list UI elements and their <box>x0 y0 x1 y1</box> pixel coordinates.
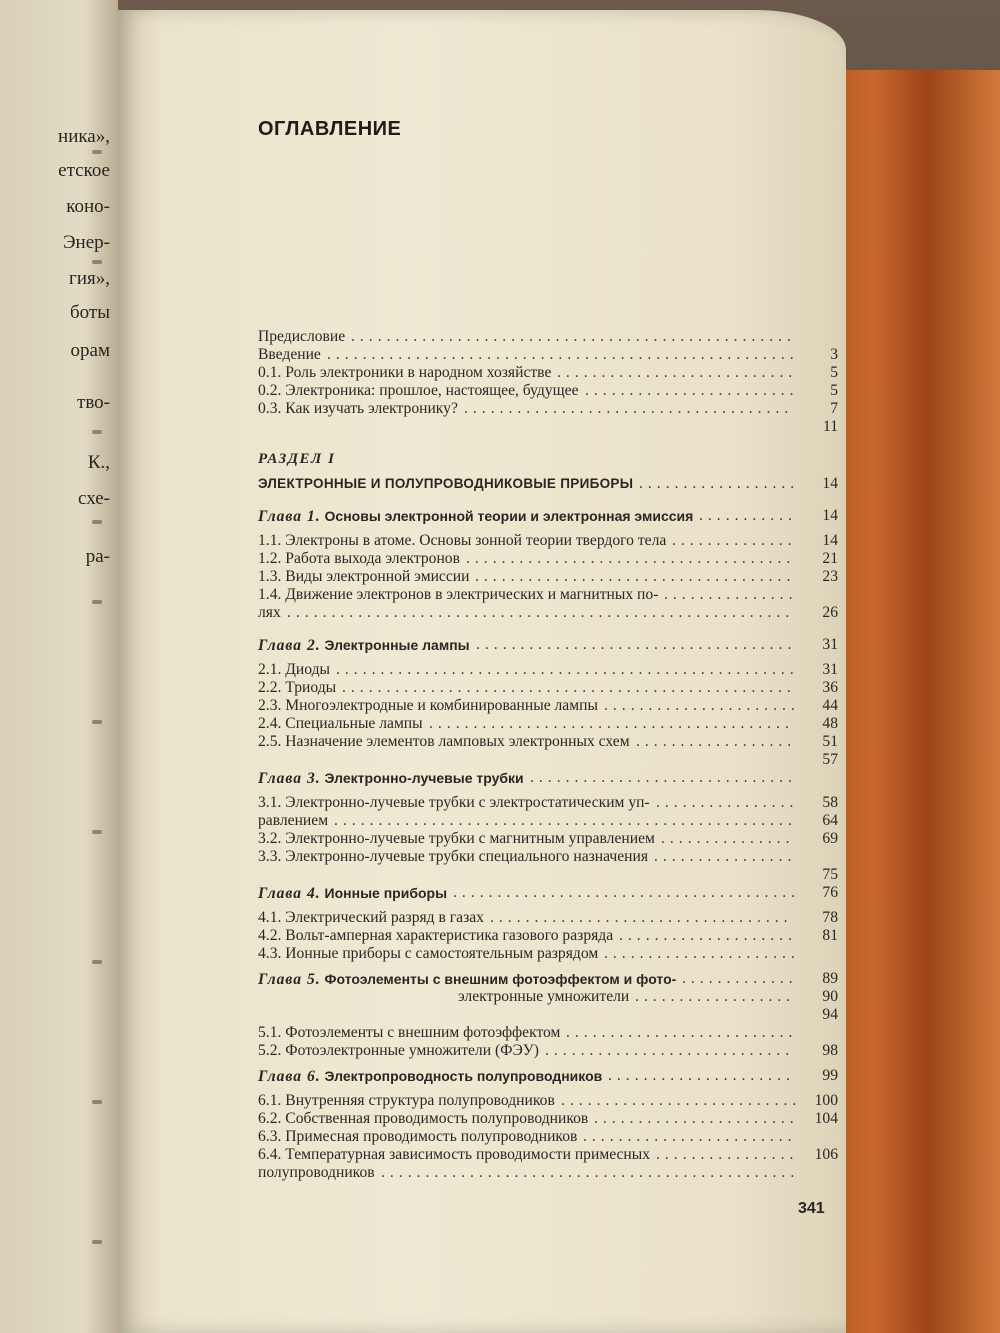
chapter-title: Ионные приборы <box>324 885 448 901</box>
toc-row <box>258 1006 838 1024</box>
toc-page-number: 98 <box>822 1042 838 1059</box>
left-page-text-fragment: Энер- <box>63 232 110 253</box>
toc-entry-text: 6.4. Температурная зависимость проводимости примесных <box>258 1146 651 1163</box>
right-page <box>118 10 846 1333</box>
toc-row <box>258 418 838 436</box>
dot-leader: ..................... <box>608 1067 795 1084</box>
toc-entry-text <box>258 769 524 788</box>
toc-entry-text: равлением <box>258 812 329 829</box>
dot-leader: .................................................... <box>336 661 799 678</box>
section-label: РАЗДЕЛ I <box>258 451 336 467</box>
toc-entry-text: Предисловие <box>258 328 346 345</box>
chapter-label: Глава 3. <box>258 770 321 787</box>
dot-leader: .............................. <box>530 769 797 786</box>
toc-page-number: 64 <box>822 812 838 829</box>
toc-row <box>258 661 838 679</box>
toc-row <box>258 328 838 346</box>
toc-entry-text: 2.4. Специальные лампы <box>258 715 423 732</box>
dot-leader: .................................................. <box>351 328 796 345</box>
toc-page-number: 51 <box>822 733 838 750</box>
toc-page-number: 106 <box>814 1146 838 1163</box>
toc-entry-text: 4.3. Ионные приборы с самостоятельным разрядом <box>258 945 599 962</box>
left-page-text-fragment: гия», <box>69 268 110 289</box>
dot-leader: .................. <box>636 733 797 750</box>
toc-row <box>258 507 838 525</box>
toc-row <box>258 988 838 1006</box>
toc-row <box>258 1024 838 1042</box>
dot-leader: ...................... <box>604 697 800 714</box>
toc-row <box>258 697 838 715</box>
toc-row <box>258 769 838 787</box>
left-page <box>0 0 118 1333</box>
toc-row <box>258 1146 838 1164</box>
binding-stitch <box>92 520 102 524</box>
toc-page-number: 21 <box>822 550 838 567</box>
dot-leader: ............................ <box>545 1042 795 1059</box>
toc-page-number: 14 <box>822 532 838 549</box>
dot-leader: ..................................................... <box>327 346 799 363</box>
toc-page-number: 69 <box>822 830 838 847</box>
toc-row <box>258 550 838 568</box>
dot-leader: ......................................................... <box>287 604 795 621</box>
dot-leader: ........................ <box>585 382 799 399</box>
toc-row <box>258 450 838 468</box>
toc-row <box>258 346 838 364</box>
spacer <box>258 622 838 636</box>
dot-leader: ........................ <box>583 1128 797 1145</box>
toc-row <box>258 364 838 382</box>
toc-entry-text: 3.1. Электронно-лучевые трубки с электростатическим уп- <box>258 794 650 811</box>
left-page-text-fragment: боты <box>70 302 110 323</box>
toc-entry-text: 6.2. Собственная проводимость полупроводников <box>258 1110 589 1127</box>
chapter-label: Глава 2. <box>258 637 321 654</box>
toc-row <box>258 1128 838 1146</box>
toc-row <box>258 1110 838 1128</box>
toc-page-number: 31 <box>822 661 838 678</box>
toc-row <box>258 794 838 812</box>
spacer <box>258 654 838 661</box>
toc-entry-text <box>258 507 693 526</box>
toc-entry-text: 1.1. Электроны в атоме. Основы зонной теории твердого тела <box>258 532 667 549</box>
toc-page-number: 90 <box>822 988 838 1005</box>
spacer <box>258 493 838 507</box>
toc-page-number: 76 <box>822 884 838 901</box>
toc-entry-text: 4.2. Вольт-амперная характеристика газового разряда <box>258 927 614 944</box>
toc-entry-text: 1.3. Виды электронной эмиссии <box>258 568 470 585</box>
dot-leader: ........................... <box>561 1092 802 1109</box>
dot-leader: ................ <box>654 848 797 865</box>
toc-page-number: 94 <box>822 1006 838 1023</box>
dot-leader: ...................... <box>604 945 800 962</box>
spacer <box>258 525 838 532</box>
section-title: ЭЛЕКТРОННЫЕ И ПОЛУПРОВОДНИКОВЫЕ ПРИБОРЫ <box>258 476 634 491</box>
dot-leader: ....................... <box>594 1110 799 1127</box>
toc-page-number: 48 <box>822 715 838 732</box>
toc-page-number: 44 <box>822 697 838 714</box>
toc-row <box>258 866 838 884</box>
chapter-title: Основы электронной теории и электронная эмиссия <box>324 508 694 524</box>
dot-leader: ................ <box>656 1146 799 1163</box>
left-page-text-fragment: ника», <box>58 126 110 147</box>
binding-stitch <box>92 960 102 964</box>
book-cover <box>820 70 1000 1333</box>
toc-row <box>258 586 838 604</box>
toc-row <box>258 604 838 622</box>
spacer <box>258 1085 838 1092</box>
left-page-text-fragment: тво- <box>77 392 110 413</box>
dot-leader: .................................... <box>475 568 796 585</box>
toc-entry-text: 2.2. Триоды <box>258 679 337 696</box>
toc-page-number: 75 <box>822 866 838 883</box>
toc-page-number: 81 <box>822 927 838 944</box>
toc-entry-text: 0.2. Электроника: прошлое, настоящее, будущее <box>258 382 579 399</box>
toc-row <box>258 848 838 866</box>
dot-leader: ..................................... <box>466 550 796 567</box>
toc-row <box>258 400 838 418</box>
toc-entry-text <box>258 970 676 989</box>
toc-page-number: 57 <box>822 751 838 768</box>
toc-row <box>258 1092 838 1110</box>
toc-row <box>258 812 838 830</box>
dot-leader: ......................................... <box>429 715 794 732</box>
toc-entry-text: 5.2. Фотоэлектронные умножители (ФЭУ) <box>258 1042 539 1059</box>
dot-leader: ............................................... <box>381 1164 800 1181</box>
binding-stitch <box>92 720 102 724</box>
toc-page-number: 100 <box>814 1092 838 1109</box>
toc-page-number: 104 <box>814 1110 838 1127</box>
dot-leader: ........................... <box>557 364 798 381</box>
dot-leader: ............... <box>664 586 798 603</box>
binding-stitch <box>92 600 102 604</box>
left-page-text-fragment: етское <box>58 160 110 181</box>
dot-leader: ....................................... <box>453 884 801 901</box>
spacer <box>258 468 838 475</box>
chapter-label: Глава 5. <box>258 971 321 988</box>
toc-entry-text: 6.3. Примесная проводимость полупроводников <box>258 1128 578 1145</box>
toc-entry-text <box>258 636 470 655</box>
dot-leader: .................................................... <box>334 812 797 829</box>
toc-row <box>258 532 838 550</box>
dot-leader: ............. <box>682 970 798 987</box>
toc-entry-text: 2.3. Многоэлектродные и комбинированные лампы <box>258 697 598 714</box>
chapter-title: Электронно-лучевые трубки <box>324 770 524 786</box>
left-page-text-fragment: схе- <box>78 488 110 509</box>
toc-entry-text: 0.1. Роль электроники в народном хозяйстве <box>258 364 552 381</box>
left-page-text-fragment: коно- <box>66 196 110 217</box>
dot-leader: ................ <box>656 794 799 811</box>
chapter-title: Фотоэлементы с внешним фотоэффектом и фото- <box>324 971 677 987</box>
toc-entry-text: полупроводников <box>258 1164 375 1181</box>
binding-stitch <box>92 830 102 834</box>
table-of-contents <box>258 328 838 1182</box>
toc-page-number: 3 <box>830 346 838 363</box>
chapter-title: Электронные лампы <box>324 637 470 653</box>
toc-row <box>258 1164 838 1182</box>
toc-row <box>258 636 838 654</box>
toc-entry-text: 2.1. Диоды <box>258 661 331 678</box>
binding-stitch <box>92 1100 102 1104</box>
toc-page-number: 36 <box>822 679 838 696</box>
toc-entry-text <box>258 1067 602 1086</box>
toc-entry-text: 4.1. Электрический разряд в газах <box>258 909 484 926</box>
toc-entry-text: 3.3. Электронно-лучевые трубки специального назначения <box>258 848 649 865</box>
toc-row <box>258 927 838 945</box>
toc-page-number: 11 <box>822 418 838 435</box>
toc-row <box>258 884 838 902</box>
binding-stitch <box>92 150 102 154</box>
dot-leader: .................................. <box>490 909 793 926</box>
toc-row <box>258 679 838 697</box>
toc-page-number: 89 <box>822 970 838 987</box>
dot-leader: .......................... <box>566 1024 798 1041</box>
toc-row <box>258 715 838 733</box>
toc-row <box>258 733 838 751</box>
dot-leader: ............... <box>661 830 795 847</box>
dot-leader: .................. <box>639 475 800 492</box>
toc-entry-text: электронные умножители <box>458 988 630 1005</box>
toc-row <box>258 970 838 988</box>
toc-entry-text: 5.1. Фотоэлементы с внешним фотоэффектом <box>258 1024 561 1041</box>
dot-leader: .............. <box>672 532 797 549</box>
binding-stitch <box>92 1240 102 1244</box>
toc-entry-text: Введение <box>258 346 321 363</box>
toc-page-number: 5 <box>830 382 838 399</box>
toc-entry-text: 6.1. Внутренняя структура полупроводников <box>258 1092 555 1109</box>
dot-leader: .................................... <box>476 636 797 653</box>
dot-leader: ..................................... <box>464 400 794 417</box>
binding-stitch <box>92 260 102 264</box>
toc-row <box>258 475 838 493</box>
dot-leader: ........... <box>699 507 797 524</box>
toc-row <box>258 909 838 927</box>
toc-page-number: 26 <box>822 604 838 621</box>
toc-row <box>258 1042 838 1060</box>
toc-row <box>258 945 838 963</box>
toc-entry-text: 0.3. Как изучать электронику? <box>258 400 458 417</box>
left-page-text-fragment: ра- <box>85 546 110 567</box>
toc-page-number: 14 <box>822 475 838 492</box>
chapter-title: Электропроводность полупроводников <box>324 1068 603 1084</box>
toc-row <box>258 568 838 586</box>
toc-row <box>258 830 838 848</box>
chapter-label: Глава 1. <box>258 508 321 525</box>
toc-page-number: 14 <box>822 507 838 524</box>
toc-row <box>258 1067 838 1085</box>
page-title: ОГЛАВЛЕНИЕ <box>258 118 402 140</box>
spacer <box>258 787 838 794</box>
toc-entry-text: 1.2. Работа выхода электронов <box>258 550 460 567</box>
dot-leader: .................... <box>619 927 797 944</box>
toc-row <box>258 751 838 769</box>
spacer <box>258 436 838 450</box>
toc-entry-text: 1.4. Движение электронов в электрических и магнитных по- <box>258 586 659 603</box>
toc-page-number: 5 <box>830 364 838 381</box>
toc-page-number: 23 <box>822 568 838 585</box>
binding-stitch <box>92 430 102 434</box>
spacer <box>258 963 838 970</box>
spacer <box>258 1060 838 1067</box>
page-number: 341 <box>798 1200 825 1217</box>
toc-entry-text: 2.5. Назначение элементов ламповых электронных схем <box>258 733 630 750</box>
dot-leader: .................. <box>635 988 796 1005</box>
toc-page-number: 31 <box>822 636 838 653</box>
toc-page-number: 99 <box>822 1067 838 1084</box>
chapter-label: Глава 6. <box>258 1068 321 1085</box>
chapter-label: Глава 4. <box>258 885 321 902</box>
left-page-text-fragment: К., <box>87 452 110 473</box>
toc-entry-text: 3.2. Электронно-лучевые трубки с магнитным управлением <box>258 830 655 847</box>
toc-entry-text <box>258 884 447 903</box>
spacer <box>258 902 838 909</box>
toc-page-number: 78 <box>822 909 838 926</box>
toc-row <box>258 382 838 400</box>
toc-page-number: 58 <box>822 794 838 811</box>
dot-leader: ................................................... <box>342 679 796 696</box>
toc-page-number: 7 <box>830 400 838 417</box>
toc-entry-text: лях <box>258 604 281 621</box>
left-page-text-fragment: орам <box>70 340 110 361</box>
